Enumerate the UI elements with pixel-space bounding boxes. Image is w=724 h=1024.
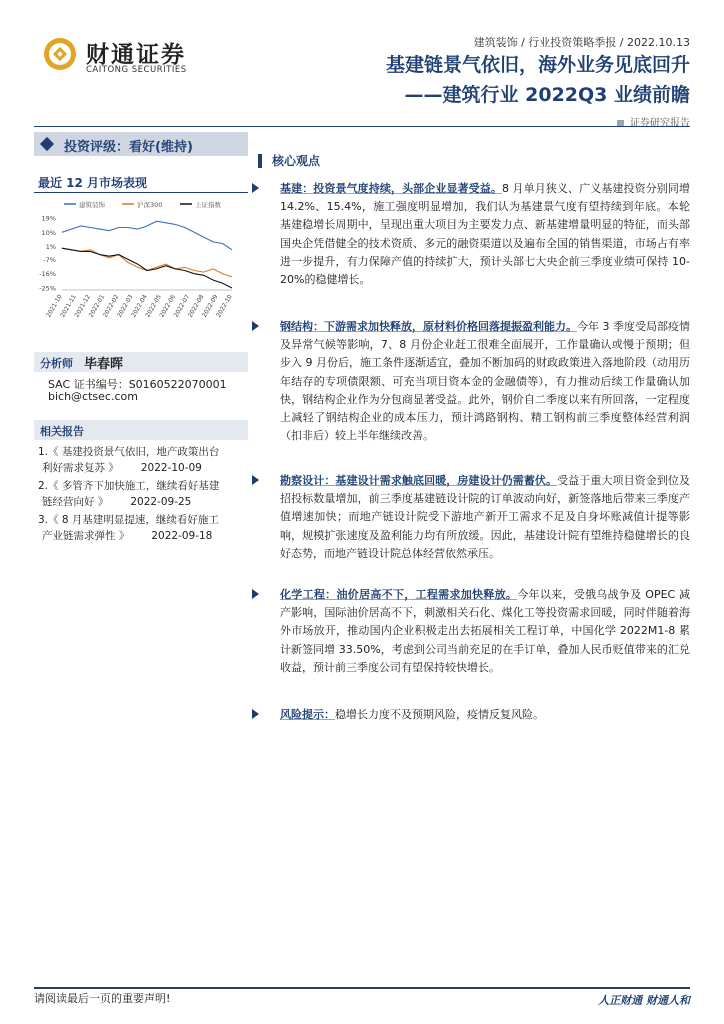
viewpoint-risk: 风险提示：稳增长力度不及预期风险，疫情反复风险。 xyxy=(258,706,690,724)
header-divider xyxy=(34,126,690,127)
triangle-bullet-icon xyxy=(252,183,259,193)
market-performance-chart xyxy=(34,196,248,344)
rating-text: 投资评级：看好(维持) xyxy=(64,140,193,155)
y-tick-label: -7% xyxy=(43,255,56,264)
footer-slogan: 人正财通 财通人和 xyxy=(598,994,690,1007)
y-tick-label: 19% xyxy=(41,214,56,223)
footer-disclaimer: 请阅读最后一页的重要声明! xyxy=(34,992,171,1005)
perf-title: 最近 12 月市场表现 xyxy=(38,176,148,190)
series-line xyxy=(62,248,232,277)
related-reports-title: 相关报告 xyxy=(40,425,84,438)
report-title: 基建链景气依旧，海外业务见底回升 xyxy=(385,54,690,76)
x-tick-label: 2022-10 xyxy=(215,293,234,319)
related-report-item[interactable]: 3.《 8 月基建明显提速，继续看好施工 产业链需求弹性 》 2022-09-18 xyxy=(38,514,219,542)
related-report-item[interactable]: 1.《 基建投资景气依旧，地产政策出台 利好需求复苏 》 2022-10-09 xyxy=(38,446,220,474)
viewpoint-survey-design: 勘察设计：基建设计需求触底回暖，房建设计仍需蓄伏。受益于重大项目资金到位及招投标数量增加，前三季度基建链设计院的订单波动向好，新签落地后带来三季度产值增速加快；而地产链设计院受下游地产新开工需求不足及自身坏账减值计提等影响，规模扩张速度及盈利能力均有所放缓。因此，基建设计院有望维持稳健增长的良好态势，而地产链设计院总体经营依然承压。 xyxy=(258,472,690,563)
logo-text-cn: 财通证券 xyxy=(86,42,186,68)
x-tick-label: 2021-12 xyxy=(73,293,93,319)
legend-label: 沪深300 xyxy=(137,201,163,209)
x-tick-label: 2022-02 xyxy=(101,293,121,319)
x-tick-label: 2022-01 xyxy=(87,293,107,319)
y-tick-label: 1% xyxy=(45,243,56,252)
y-tick-label: -16% xyxy=(39,270,56,279)
series-line xyxy=(62,248,232,288)
x-tick-label: 2022-05 xyxy=(144,293,163,319)
perf-divider xyxy=(34,192,248,193)
y-tick-label: -25% xyxy=(39,284,56,293)
rating-box xyxy=(34,132,248,156)
x-tick-label: 2022-07 xyxy=(172,293,192,319)
report-subtitle: ——建筑行业 2022Q3 业绩前瞻 xyxy=(404,84,690,106)
y-tick-label: 10% xyxy=(41,228,56,237)
legend-label: 上证指数 xyxy=(195,201,221,209)
x-tick-label: 2021-10 xyxy=(45,293,64,319)
analyst-email[interactable]: bich@ctsec.com xyxy=(48,390,138,403)
viewpoint-steel-structure: 钢结构：下游需求加快释放，原材料价格回落提振盈利能力。今年 3 季度受局部疫情及异常气候等影响，7、8 月份企业赶工很难全面展开，工作量确认或慢于预期；但步入 9 月份后，施工条件逐渐适宜，叠加不断加码的财政政策进入落地阶段（动用历年结存的专项债限额、可充当项目资本金的金融债等），有力推动后续工作量确认加快，钢结构企业作为分包商显著受益。此外，钢价自二季度以来有所回落，一定程度上减轻了钢结构企业的成本压力，预计鸿路钢构、精工钢构前三季度整体经营利润（扣非后）较上半年继续改善。 xyxy=(258,318,690,445)
company-logo xyxy=(42,34,212,82)
core-title: 核心观点 xyxy=(258,152,690,170)
analyst-name: 毕春晖 xyxy=(84,357,124,372)
related-report-item[interactable]: 2.《 多管齐下加快施工，继续看好基建 链经营向好 》 2022-09-25 xyxy=(38,480,220,508)
analyst-header xyxy=(34,352,248,372)
x-tick-label: 2022-09 xyxy=(200,293,220,319)
viewpoint-chemical-engineering: 化学工程：油价居高不下，工程需求加快释放。今年以来，受俄乌战争及 OPEC 减产影响，国际油价居高不下，刺激相关石化、煤化工等投资需求回暖，同时伴随着海外市场放开，推动国内企业积极走出去拓展相关工程订单，中国化学 2022M1-8 累计新签同增 33.50%，考虑到公司当前充足的在手订单，叠加人民币贬值带来的汇兑收益，预计前三季度公司有望保持较快增长。 xyxy=(258,586,690,677)
caitong-logo-icon xyxy=(42,36,78,72)
logo-text-en: CAITONG SECURITIES xyxy=(86,65,187,75)
triangle-bullet-icon xyxy=(252,709,259,719)
report-meta: 建筑装饰 / 行业投资策略季报 / 2022.10.13 xyxy=(473,36,690,49)
related-reports-header xyxy=(34,420,248,440)
x-tick-label: 2022-06 xyxy=(158,293,178,319)
triangle-bullet-icon xyxy=(252,475,259,485)
x-tick-label: 2022-04 xyxy=(130,293,149,319)
triangle-bullet-icon xyxy=(252,589,259,599)
diamond-icon xyxy=(40,137,54,151)
footer-divider xyxy=(34,987,690,989)
series-line xyxy=(62,221,232,250)
legend-label: 建筑装饰 xyxy=(79,201,105,209)
x-tick-label: 2022-08 xyxy=(186,293,206,319)
sac-number: SAC 证书编号：S0160522070001 xyxy=(48,378,227,391)
analyst-label: 分析师 xyxy=(40,357,73,370)
x-tick-label: 2021-11 xyxy=(59,293,78,319)
doc-type-label: 证券研究报告 xyxy=(617,114,690,129)
title-bar-accent xyxy=(258,154,262,168)
viewpoint-infrastructure: 基建：投资景气度持续，头部企业显著受益。8 月单月狭义、广义基建投资分别同增 14.2%、15.4%，施工强度明显增加，我们认为基建景气度有望持续到年底。本轮基建稳增长周期中，呈现出重大项目为主要发力点、新基建增量明显的特征，而头部国央企凭借健全的技术资质、多元的融资渠道以及遍布全国的销售渠道，市场占有率进一步提升，有力保障产值的持续扩大，预计头部七大央企前三季度业绩可保持 10-20%的稳健增长。 xyxy=(258,180,690,289)
x-tick-label: 2022-03 xyxy=(115,293,135,319)
triangle-bullet-icon xyxy=(252,321,259,331)
